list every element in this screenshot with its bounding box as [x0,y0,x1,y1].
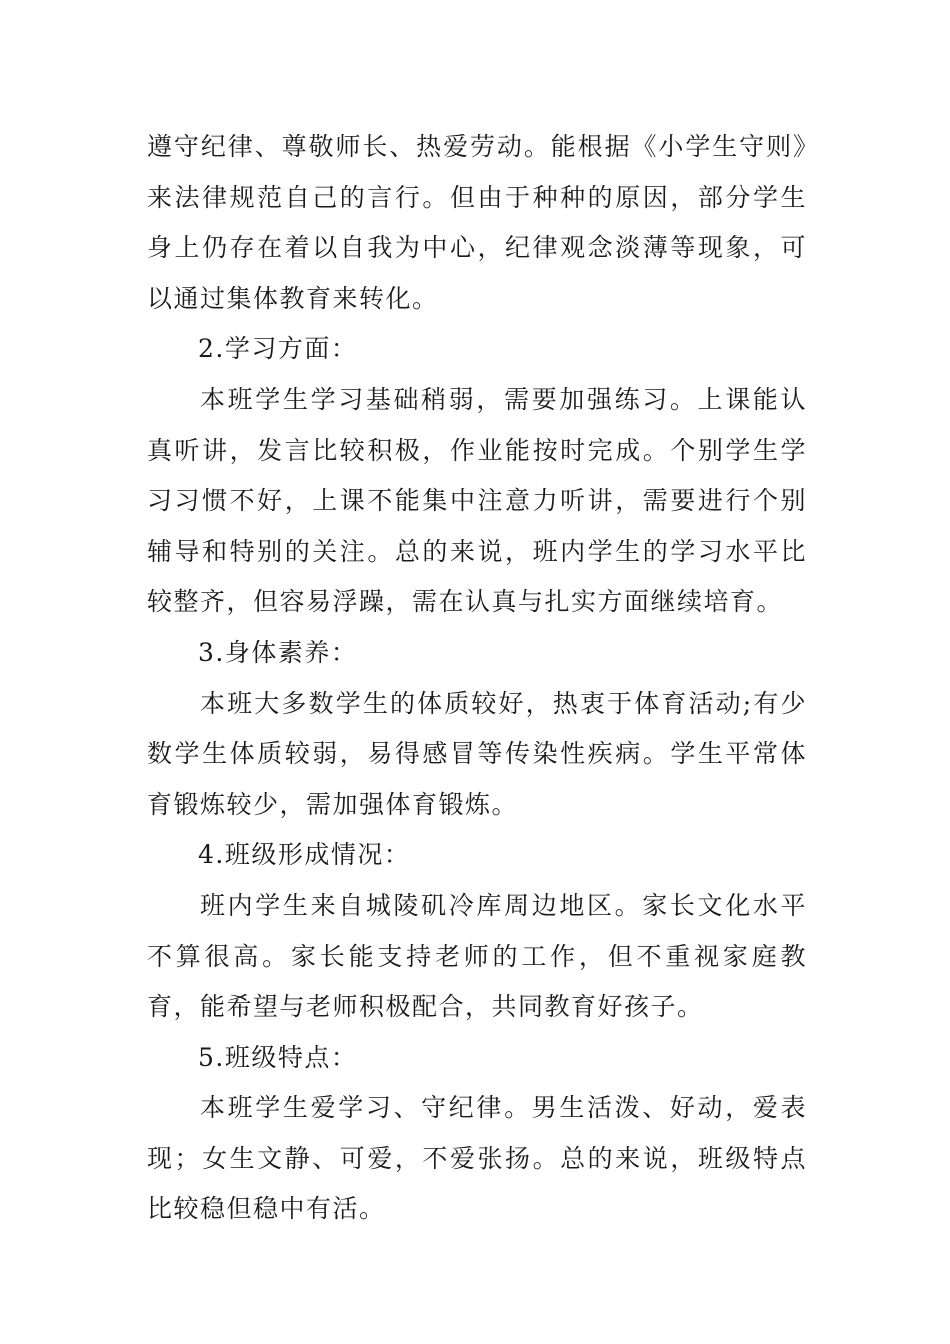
paragraph-discipline: 遵守纪律、尊敬师长、热爱劳动。能根据《小学生守则》来法律规范自己的言行。但由于种种的原因，部分学生身上仍存在着以自我为中心，纪律观念淡薄等现象，可以通过集体教育来转化。 [147,132,807,313]
heading-class-formation: 4.班级形成情况： [198,840,411,870]
paragraph-physical: 本班大多数学生的体质较好，热衷于体育活动;有少数学生体质较弱，易得感冒等传染性疾病。学生平常体育锻炼较少，需加强体育锻炼。 [147,688,807,819]
paragraph-class-traits: 本班学生爱学习、守纪律。男生活泼、好动，爱表现；女生文静、可爱，不爱张扬。总的来说，班级特点比较稳但稳中有活。 [147,1093,807,1224]
heading-physical: 3.身体素养： [198,637,358,667]
heading-class-traits: 5.班级特点： [198,1042,358,1072]
document-body [147,122,807,1235]
heading-study: 2.学习方面： [198,334,358,364]
paragraph-study: 本班学生学习基础稍弱，需要加强练习。上课能认真听讲，发言比较积极，作业能按时完成。个别学生学习习惯不好，上课不能集中注意力听讲，需要进行个别辅导和特别的关注。总的来说，班内学生的学习水平比较整齐，但容易浮躁，需在认真与扎实方面继续培育。 [147,384,807,617]
paragraph-class-formation: 班内学生来自城陵矶冷库周边地区。家长文化水平不算很高。家长能支持老师的工作，但不重视家庭教育，能希望与老师积极配合，共同教育好孩子。 [147,890,807,1022]
